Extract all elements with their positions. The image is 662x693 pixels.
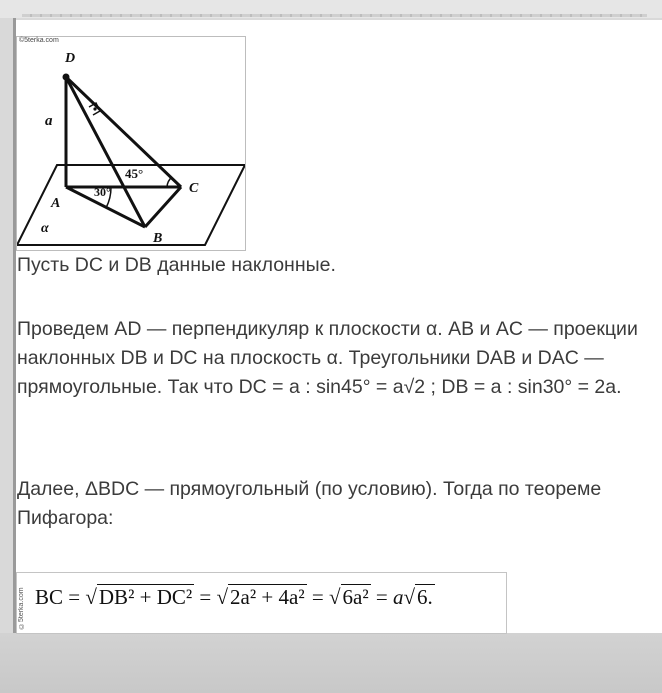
formula-radicand-4: 6. xyxy=(417,585,433,609)
sqrt-icon: √ xyxy=(403,585,415,609)
paragraph-pythagoras: Далее, ΔBDC — прямоугольный (по условию). Тогда по теореме Пифагора: xyxy=(17,478,602,529)
label-angle-30: 30° xyxy=(94,185,111,199)
label-point-c: C xyxy=(189,181,199,196)
segment-bc xyxy=(145,187,181,227)
formula-radicand-3: 6a² xyxy=(342,585,369,609)
label-alpha: α xyxy=(41,221,49,236)
formula-bc xyxy=(35,585,435,610)
label-angle-45: 45° xyxy=(125,166,144,181)
paragraph-projection: Проведем AD — перпендикуляр к плоскости α. AB и AC — проекции наклонных DB и DC на плоскость α. Треугольники DAB и DAC — прямоугольные. Так что DC = a : sin45° = a√2 ; DB = a : sin30° = 2a. xyxy=(17,318,638,398)
formula-watermark: ©5terka.com xyxy=(18,587,25,629)
bottom-area xyxy=(0,633,662,693)
formula-radicand-1: DB² + DC² xyxy=(98,585,193,609)
label-point-a: A xyxy=(51,196,61,211)
point-d xyxy=(63,74,70,81)
label-a-length: a xyxy=(45,113,53,129)
formula-radicand-2: 2a² + 4a² xyxy=(230,585,305,609)
figure-watermark: ©5terka.com xyxy=(19,37,59,44)
segment-db xyxy=(66,77,145,227)
sqrt-icon: √ xyxy=(85,585,97,609)
label-point-b: B xyxy=(153,231,163,246)
segment-dc xyxy=(66,77,181,187)
sqrt-icon: √ xyxy=(216,585,229,609)
formula-lhs: BC = xyxy=(35,585,81,609)
geometry-figure xyxy=(16,36,246,251)
sqrt-icon: √ xyxy=(328,585,341,609)
right-angle-dot xyxy=(93,107,96,110)
figure-drawing xyxy=(17,37,245,250)
paragraph-intro: Пусть DC и DB данные наклонные. xyxy=(17,254,336,276)
formula-coefficient: a xyxy=(392,585,404,609)
formula-equals-2: = xyxy=(311,585,324,609)
top-divider xyxy=(22,14,647,17)
label-d: D xyxy=(65,51,76,66)
formula-equals-1: = xyxy=(199,585,212,609)
formula-image xyxy=(16,572,507,634)
formula-equals-3: = xyxy=(375,585,388,609)
